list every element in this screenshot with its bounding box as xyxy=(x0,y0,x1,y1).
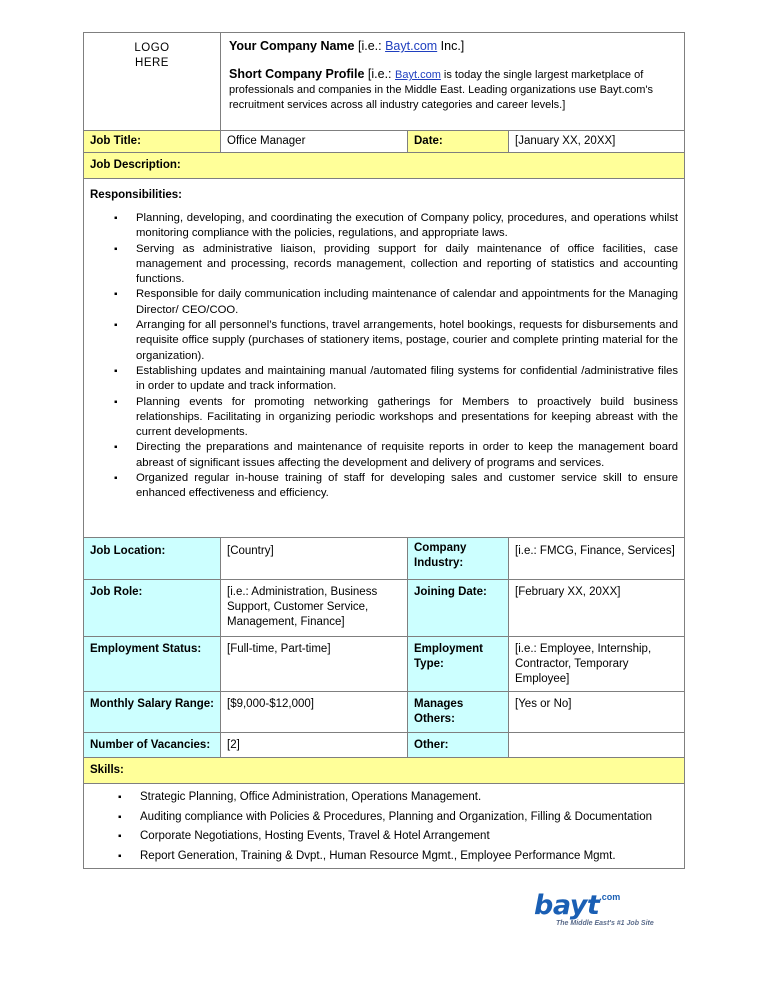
logo-placeholder xyxy=(84,33,221,131)
header-row xyxy=(84,33,685,131)
list-item: ▪ Serving as administrative liaison, providing support for daily maintenance of office facilities, case management and processing, records management, collection and reporting of statistics and accounting functions. xyxy=(136,242,678,288)
list-item: ▪ Planning, developing, and coordinating the execution of Company policy, procedures, and operations whilst monitoring compliance with the policies, regulations, and appropriate laws. xyxy=(136,211,678,242)
skills-list xyxy=(90,788,678,866)
employment-status-row xyxy=(84,637,685,692)
logo-line-1: LOGO xyxy=(134,42,170,54)
job-title-row xyxy=(84,131,685,153)
company-industry-label: Company Industry: xyxy=(408,538,509,580)
skills-label-row xyxy=(84,758,685,784)
manages-others-value: [Yes or No] xyxy=(509,692,685,733)
company-industry-value: [i.e.: FMCG, Finance, Services] xyxy=(509,538,685,580)
company-name-line xyxy=(229,39,676,54)
joining-date-value: [February XX, 20XX] xyxy=(509,580,685,637)
list-item: ▪ Planning events for promoting networking gatherings for Members to proactively build business relationships. Facilitating in organizing periodic workshops and presentations for keeping abreast with the current developments. xyxy=(136,395,678,441)
responsibilities-label: Responsibilities: xyxy=(90,189,183,201)
job-description-label: Job Description: xyxy=(84,153,685,179)
company-name-prefix: [i.e.: xyxy=(354,39,386,53)
employment-status-label: Employment Status: xyxy=(84,637,221,692)
list-item: ▪ Strategic Planning, Office Administration, Operations Management. xyxy=(140,788,678,808)
job-location-row xyxy=(84,538,685,580)
brand-wordmark: bayt xyxy=(534,890,600,921)
employment-status-value: [Full-time, Part-time] xyxy=(221,637,408,692)
company-profile-label: Short Company Profile xyxy=(229,67,365,81)
job-title-label: Job Title: xyxy=(84,131,221,153)
list-item: ▪ Arranging for all personnel’s functions, travel arrangements, hotel bookings, requests for disbursements and requisite office supply (purchases of stationery items, postage, courier and complete printing material for the organization). xyxy=(136,318,678,364)
job-role-row xyxy=(84,580,685,637)
list-item: ▪ Report Generation, Training & Dvpt., Human Resource Mgmt., Employee Performance Mgmt. xyxy=(140,847,678,867)
skills-cell xyxy=(84,784,685,869)
date-value: [January XX, 20XX] xyxy=(509,131,685,153)
brand-domain: .com xyxy=(599,892,621,902)
date-label: Date: xyxy=(408,131,509,153)
list-item: ▪ Organized regular in-house training of staff for developing sales and customer service skill to ensure enhanced effectiveness and efficiency. xyxy=(136,471,678,502)
manages-others-label: Manages Others: xyxy=(408,692,509,733)
job-title-value: Office Manager xyxy=(221,131,408,153)
bayt-logo xyxy=(534,892,684,928)
company-name-suffix: Inc.] xyxy=(437,39,465,53)
employment-type-label: Employment Type: xyxy=(408,637,509,692)
vacancies-row xyxy=(84,733,685,758)
company-name-label: Your Company Name xyxy=(229,39,355,53)
company-info-cell xyxy=(221,33,685,131)
list-item: ▪ Establishing updates and maintaining manual /automated filing systems for confidential /administrative files in order to update and track information. xyxy=(136,364,678,395)
job-description-sheet xyxy=(83,32,684,869)
joining-date-label: Joining Date: xyxy=(408,580,509,637)
other-value xyxy=(509,733,685,758)
responsibilities-cell xyxy=(84,179,685,538)
job-description-table xyxy=(83,32,685,869)
job-role-label: Job Role: xyxy=(84,580,221,637)
salary-row xyxy=(84,692,685,733)
list-item: ▪ Responsible for daily communication including maintenance of calendar and appointments for the Managing Director/ CEO/COO. xyxy=(136,287,678,318)
responsibilities-list xyxy=(90,211,678,502)
vacancies-label: Number of Vacancies: xyxy=(84,733,221,758)
company-profile-prefix: [i.e.: xyxy=(364,67,396,81)
employment-type-value: [i.e.: Employee, Internship, Contractor, Temporary Employee] xyxy=(509,637,685,692)
brand-tagline: The Middle East's #1 Job Site xyxy=(556,920,654,927)
profile-link[interactable]: Bayt.com xyxy=(395,69,441,81)
company-link[interactable]: Bayt.com xyxy=(385,39,438,53)
job-role-value: [i.e.: Administration, Business Support, Customer Service, Management, Finance] xyxy=(221,580,408,637)
logo-line-2: HERE xyxy=(135,57,169,69)
salary-range-value: [$9,000-$12,000] xyxy=(221,692,408,733)
job-description-row xyxy=(84,153,685,179)
vacancies-value: [2] xyxy=(221,733,408,758)
list-item: ▪ Auditing compliance with Policies & Procedures, Planning and Organization, Filling & Documentation xyxy=(140,808,678,828)
list-item: ▪ Directing the preparations and maintenance of requisite reports in order to keep the management board abreast of significant issues affecting the development and delivery of programs and services. xyxy=(136,440,678,471)
company-profile-text: is today the single largest marketplace of professionals and companies in the Middle East. Leading organizations use Bayt.com's recruitment services across all industry categories and career levels.] xyxy=(229,69,654,111)
job-location-value: [Country] xyxy=(221,538,408,580)
job-location-label: Job Location: xyxy=(84,538,221,580)
other-label: Other: xyxy=(408,733,509,758)
skills-label: Skills: xyxy=(84,758,685,784)
responsibilities-row xyxy=(84,179,685,538)
list-item: ▪ Corporate Negotiations, Hosting Events, Travel & Hotel Arrangement xyxy=(140,827,678,847)
skills-row xyxy=(84,784,685,869)
company-profile xyxy=(229,67,676,113)
salary-range-label: Monthly Salary Range: xyxy=(84,692,221,733)
